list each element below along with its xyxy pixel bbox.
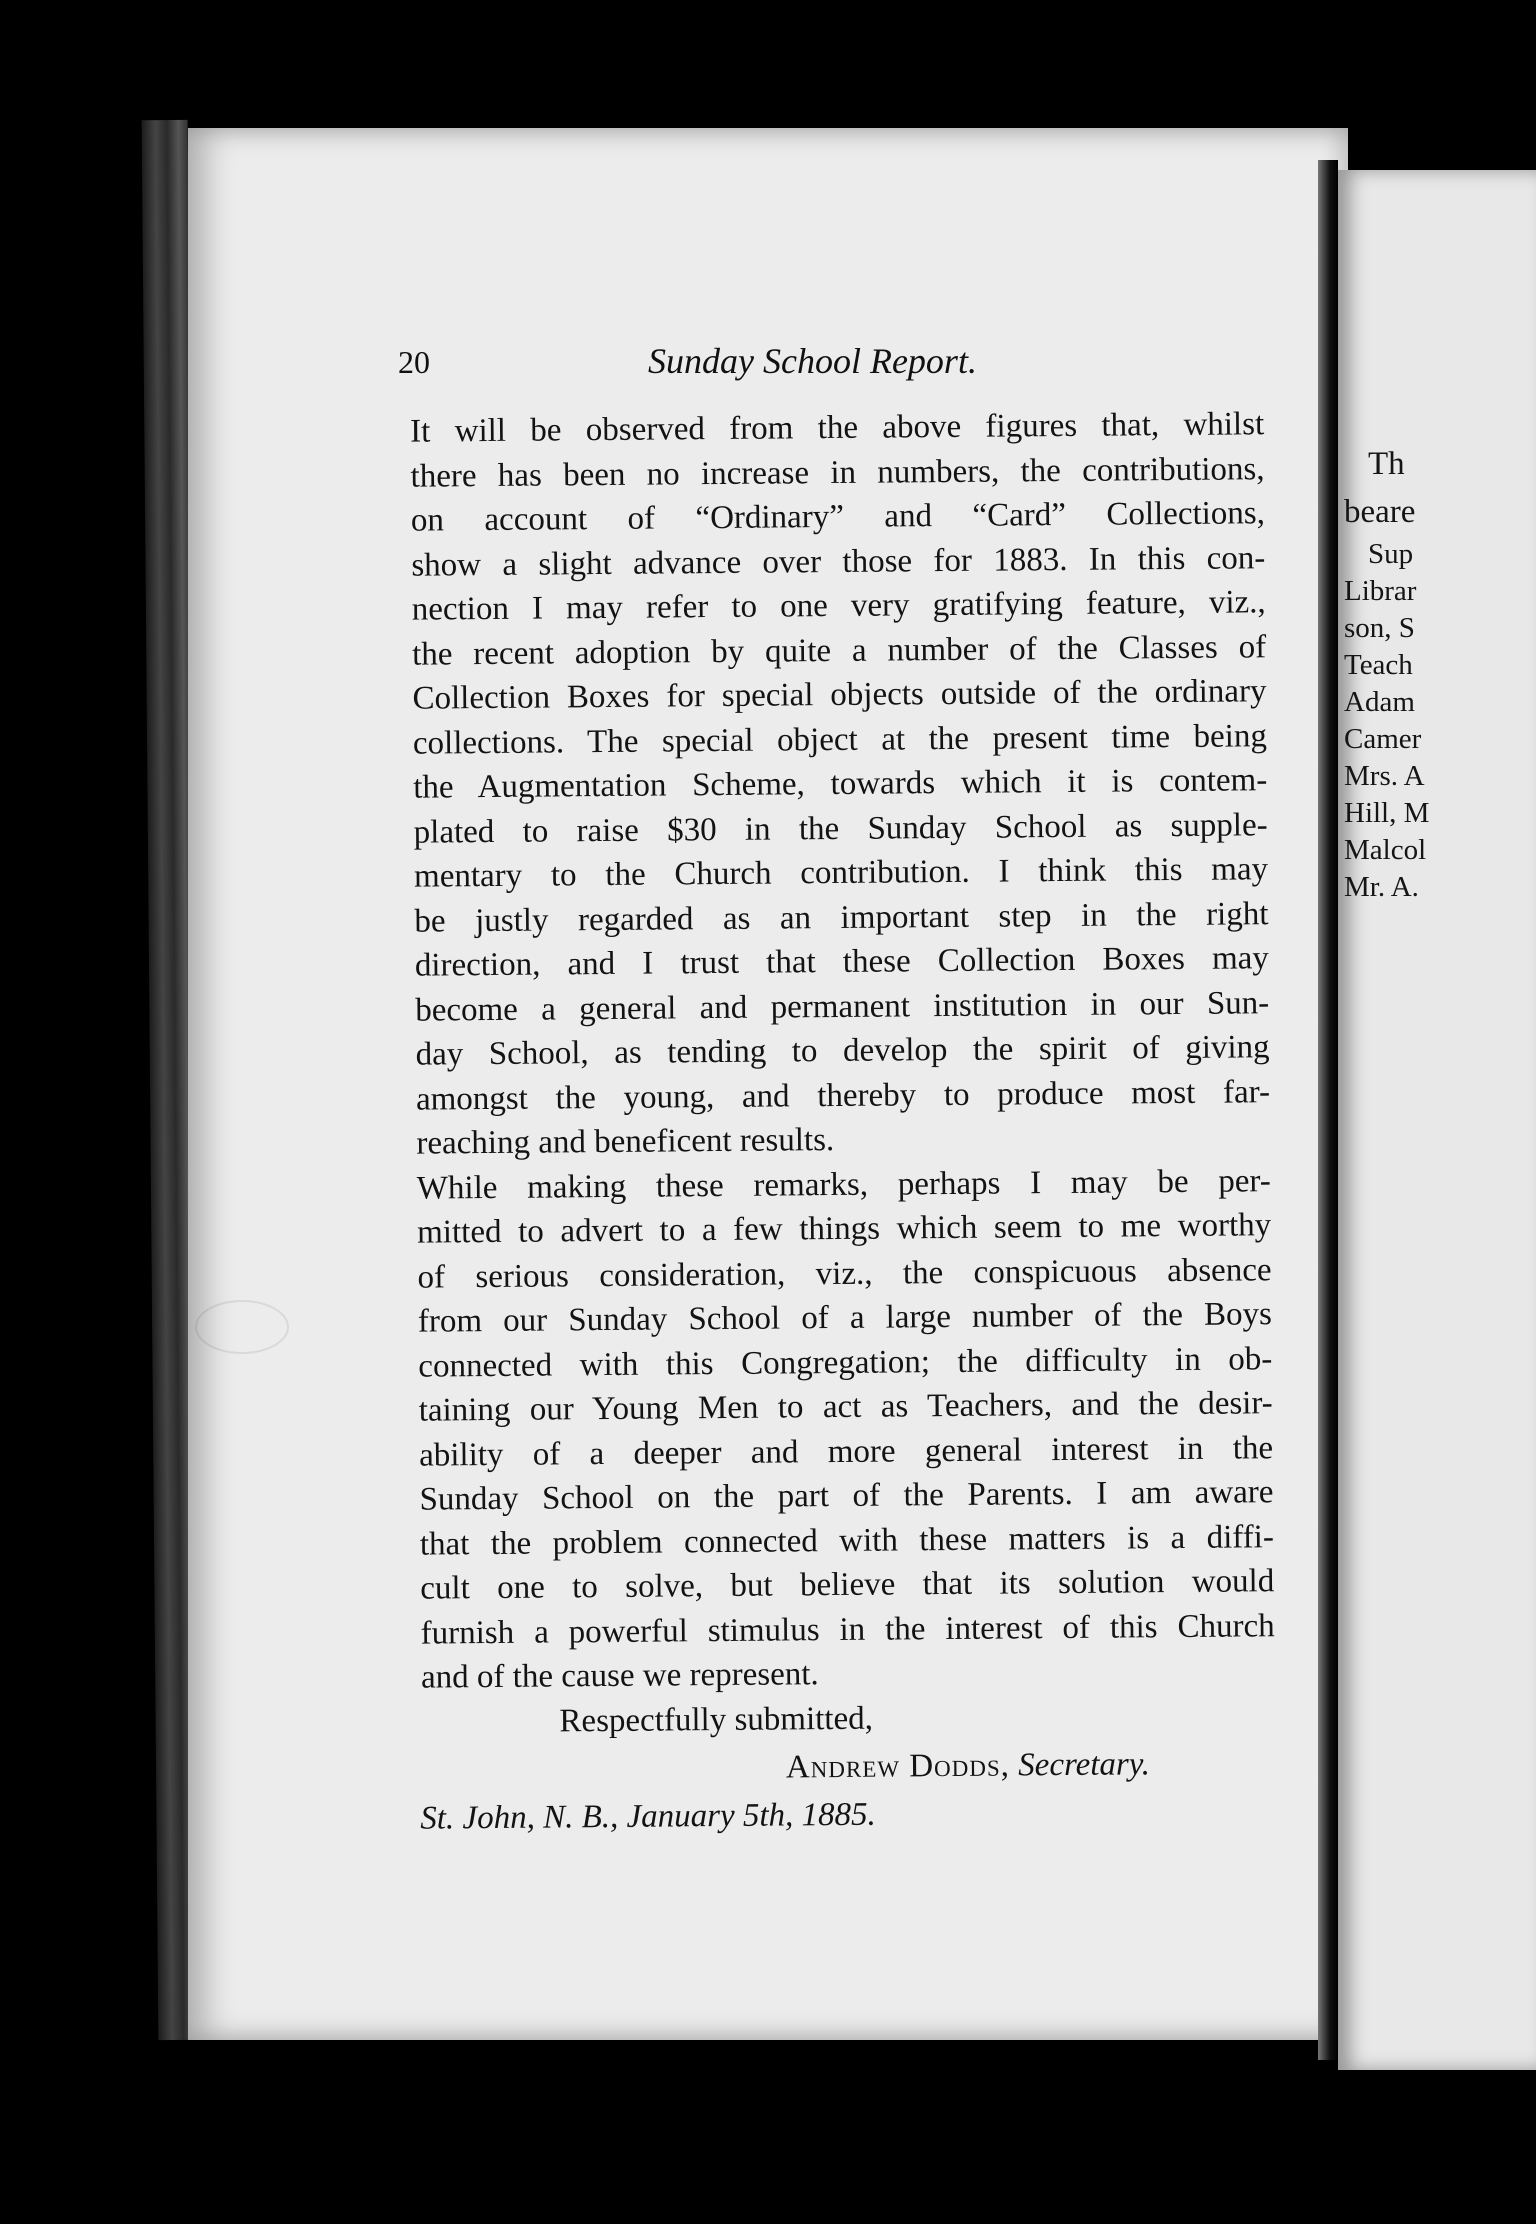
text-line: from our Sunday School of a large number of the Boys <box>417 1296 1273 1340</box>
facing-line: beare <box>1344 494 1416 530</box>
signer-role: Secretary. <box>1018 1745 1151 1783</box>
text-line: and of the cause we represent. <box>420 1656 819 1696</box>
text-line: show a slight advance over those for 1883. In this con- <box>411 539 1266 584</box>
text-line: While making these remarks, perhaps I may be per- <box>416 1162 1271 1207</box>
facing-line: Teach <box>1344 649 1413 681</box>
text-line: become a general and permanent institution in our Sun- <box>415 984 1270 1029</box>
text-line: ability of a deeper and more general interest in the <box>418 1429 1274 1474</box>
facing-line: Th <box>1368 446 1405 482</box>
text-line: cult one to solve, but believe that its solution would <box>420 1563 1275 1607</box>
facing-line: Mrs. A <box>1344 760 1425 792</box>
text-line: mitted to advert to a few things which seem to me worthy <box>417 1207 1272 1251</box>
text-line: direction, and I trust that these Collection Boxes may <box>414 940 1269 984</box>
dateline: St. John, N. B., January 5th, 1885. <box>420 1796 876 1837</box>
text-line: plated to raise $30 in the Sunday School as supple- <box>413 806 1268 851</box>
text-line: day School, as tending to develop the spirit of giving <box>415 1029 1270 1073</box>
page-number: 20 <box>398 344 430 380</box>
text-line: Sunday School on the part of the Parents. I am aware <box>419 1474 1274 1518</box>
facing-line: Librar <box>1344 575 1417 607</box>
text-line: Collection Boxes for special objects outside of the ordinary <box>412 673 1267 717</box>
report-body <box>374 402 1276 1840</box>
closing-block <box>385 1693 1276 1841</box>
text-line: It will be observed from the above figures that, whilst <box>410 406 1265 450</box>
running-head <box>398 340 1038 396</box>
running-title: Sunday School Report. <box>648 341 977 381</box>
text-line: there has been no increase in numbers, the contributions, <box>410 450 1265 495</box>
facing-line: Camer <box>1344 723 1422 755</box>
facing-line: Malcol <box>1344 834 1427 866</box>
text-line: amongst the young, and thereby to produce most far- <box>415 1073 1271 1118</box>
text-line: furnish a powerful stimulus in the interest of this Church <box>420 1607 1275 1652</box>
text-line: collections. The special object at the present time being <box>412 717 1268 762</box>
text-line: be justly regarded as an important step in the right <box>414 895 1269 940</box>
text-line: mentary to the Church contribution. I think this may <box>413 851 1269 895</box>
text-line: on account of “Ordinary” and “Card” Collections, <box>410 495 1266 539</box>
text-line: the recent adoption by quite a number of the Classes of <box>411 628 1267 673</box>
text-line: connected with this Congregation; the difficulty in ob- <box>418 1340 1273 1385</box>
facing-page-text <box>1344 440 1536 906</box>
facing-line: Mr. A. <box>1344 871 1419 903</box>
facing-line: Sup <box>1368 538 1414 570</box>
facing-line: son, S <box>1344 612 1415 644</box>
facing-line: Adam <box>1344 686 1415 718</box>
paragraph <box>374 402 1271 1166</box>
paragraph <box>381 1159 1276 1701</box>
signature <box>786 1742 1150 1790</box>
book-gutter <box>1318 160 1338 2060</box>
facing-page <box>1338 170 1536 2070</box>
text-line: that the problem connected with these matters is a diffi- <box>419 1518 1275 1563</box>
text-line: of serious consideration, viz., the conspicuous absence <box>417 1251 1272 1296</box>
text-line: the Augmentation Scheme, towards which it is contem- <box>413 762 1268 806</box>
facing-line: Hill, M <box>1344 797 1430 829</box>
signer-name: Andrew Dodds, <box>785 1747 1011 1785</box>
text-line: nection I may refer to one very gratifying feature, viz., <box>411 584 1266 628</box>
text-line: taining our Young Men to act as Teachers, and the desir- <box>418 1385 1273 1429</box>
text-line: reaching and beneficent results. <box>416 1122 835 1162</box>
closing-phrase: Respectfully submitted, <box>559 1700 874 1739</box>
page-smudge <box>195 1300 289 1354</box>
